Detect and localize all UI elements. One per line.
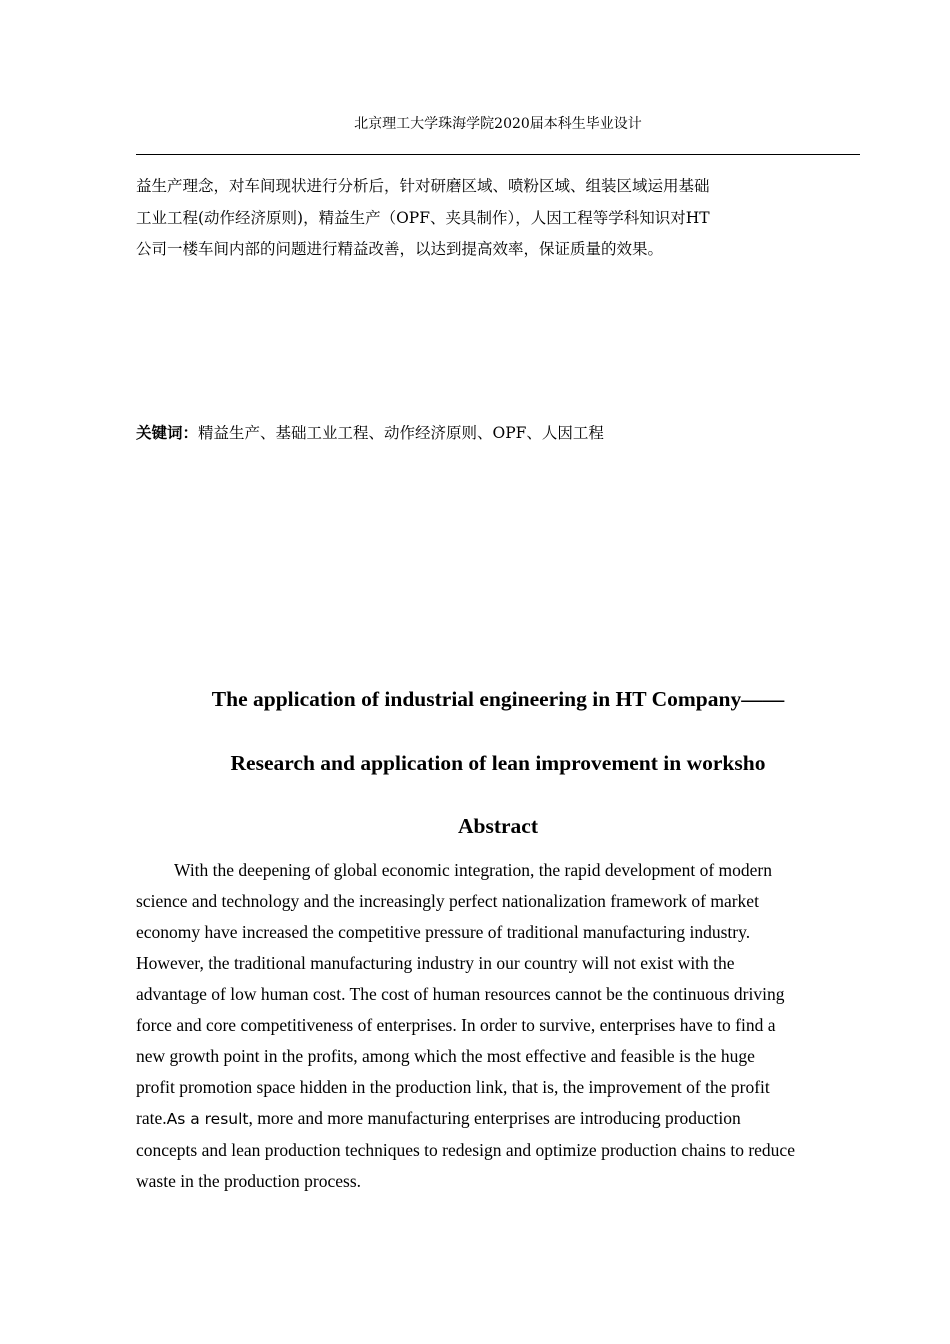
english-abstract-line xyxy=(136,1103,860,1135)
line-9-suffix: , more and more manufacturing enterprises are introducing production xyxy=(248,1108,741,1128)
english-abstract-paragraph xyxy=(136,855,860,1197)
english-abstract-line: However, the traditional manufacturing industry in our country will not exist with the xyxy=(136,953,735,973)
chinese-abstract-line: 益生产理念，对车间现状进行分析后，针对研磨区域、喷粉区域、组装区域运用基础 xyxy=(136,177,710,195)
english-title-line-1: The application of industrial engineering in HT Company—— xyxy=(211,687,785,711)
abstract-heading: Abstract xyxy=(457,814,538,838)
english-abstract-line: waste in the production process. xyxy=(136,1171,362,1191)
english-abstract-line: advantage of low human cost. The cost of human resources cannot be the continuous driving xyxy=(136,984,785,1004)
header-rule xyxy=(136,154,860,155)
chinese-abstract-paragraph xyxy=(136,171,860,266)
keywords-text: 精益生产、基础工业工程、动作经济原则、OPF、人因工程 xyxy=(198,424,604,442)
english-abstract-line: force and core competitiveness of enterprises. In order to survive, enterprises have to find a xyxy=(136,1015,776,1035)
english-abstract-line: With the deepening of global economic integration, the rapid development of modern xyxy=(174,860,772,880)
keywords-line xyxy=(136,418,860,449)
english-abstract-line: profit promotion space hidden in the production link, that is, the improvement of the profit xyxy=(136,1077,770,1097)
line-9-sans-fragment: As a result xyxy=(166,1110,249,1128)
chinese-abstract-line: 工业工程(动作经济原则)，精益生产（OPF、夹具制作），人因工程等学科知识对HT xyxy=(136,208,710,227)
english-abstract-line: new growth point in the profits, among which the most effective and feasible is the huge xyxy=(136,1046,755,1066)
english-title-line-2: Research and application of lean improvement in worksho xyxy=(230,751,766,775)
english-abstract-line: concepts and lean production techniques to redesign and optimize production chains to reduce xyxy=(136,1140,795,1160)
line-9-prefix: rate. xyxy=(136,1108,167,1128)
running-header: 北京理工大学珠海学院2020届本科生毕业设计 xyxy=(354,116,642,132)
english-abstract-line: science and technology and the increasingly perfect nationalization framework of market xyxy=(136,891,759,911)
english-abstract-line: economy have increased the competitive pressure of traditional manufacturing industry. xyxy=(136,922,751,942)
keywords-label: 关键词： xyxy=(136,424,199,442)
chinese-abstract-line: 公司一楼车间内部的问题进行精益改善，以达到提高效率，保证质量的效果。 xyxy=(136,240,664,258)
